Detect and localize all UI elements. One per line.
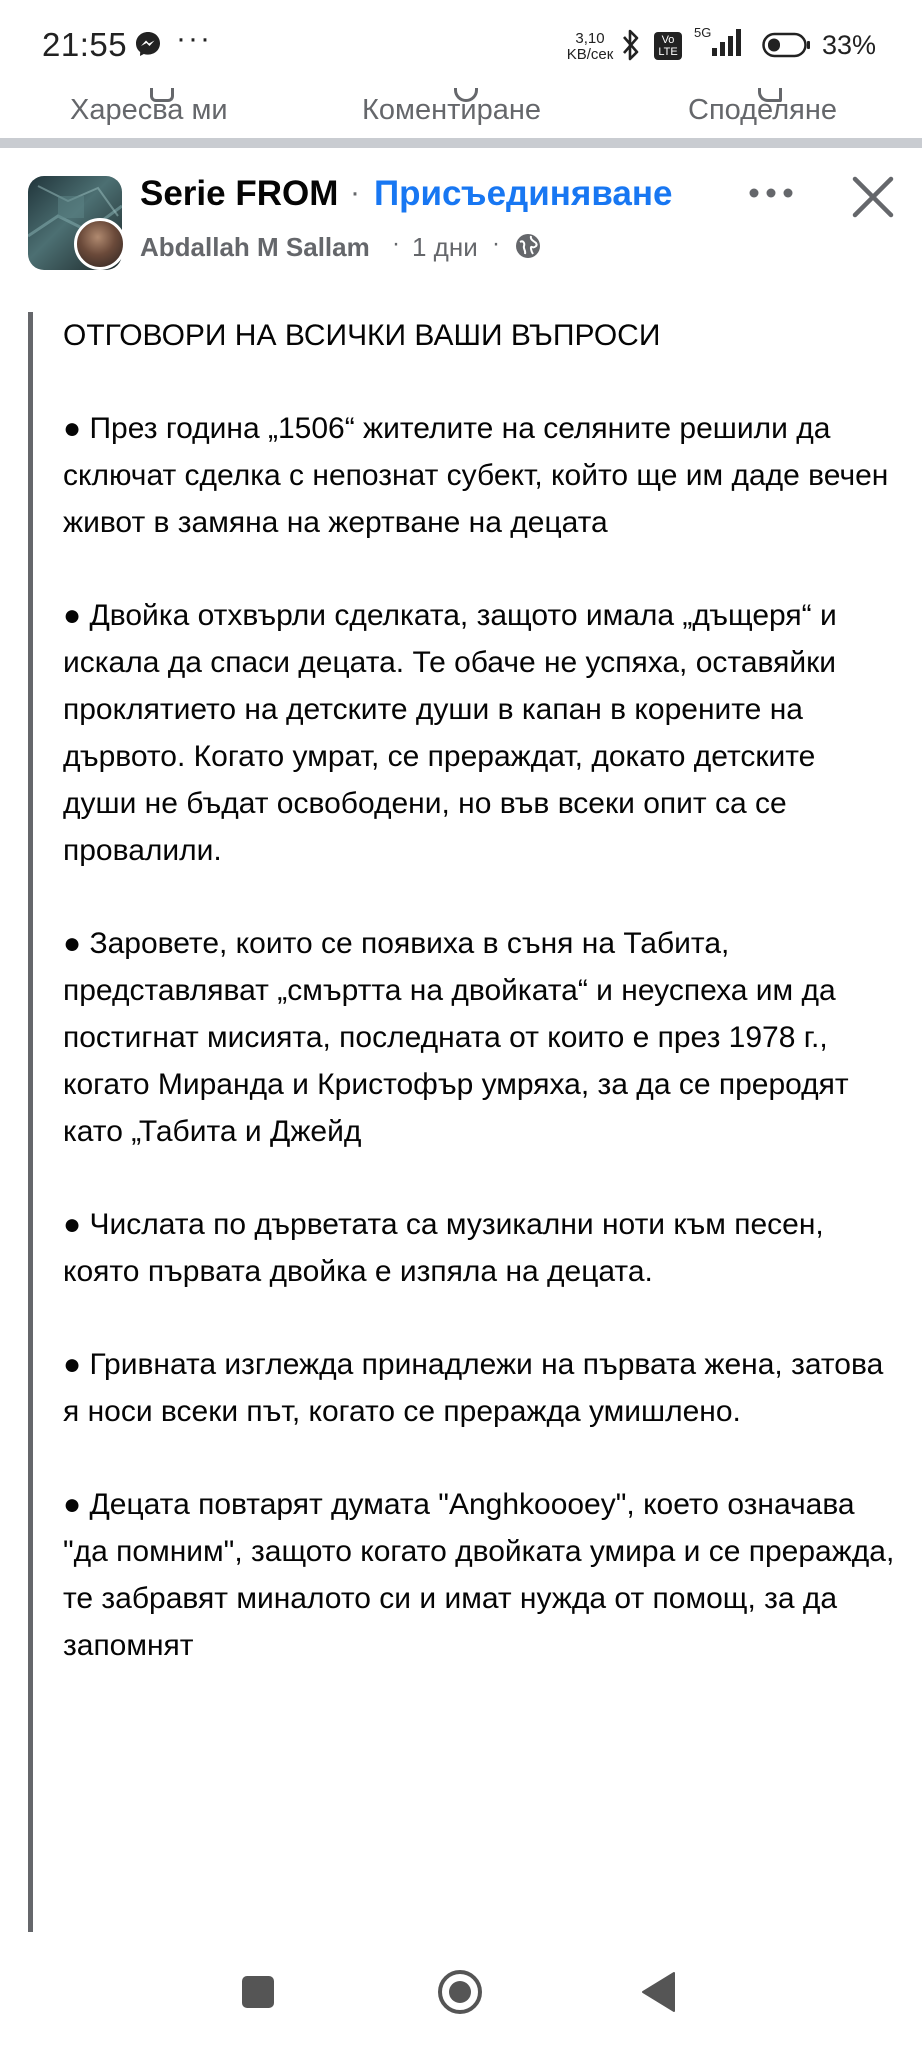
battery-icon (762, 32, 812, 58)
system-navigation-bar (0, 1940, 922, 2048)
battery-percentage: 33% (822, 30, 877, 60)
bluetooth-icon (620, 28, 642, 62)
group-name-link[interactable]: Serie FROM (140, 174, 339, 213)
share-icon (758, 88, 782, 102)
comment-label: Коментиране (362, 94, 541, 126)
messenger-icon (134, 30, 162, 58)
globe-icon (514, 232, 542, 260)
post-paragraph: ● Заровете, които се появиха в съня на Табита, представляват „смъртта на двойката“ и неуспеха им да постигнат мисията, последната от които е през 1978 г., когато Миранда и Кристофър умряха, за да се преродят като „Табита и Джейд (63, 927, 849, 1148)
like-button[interactable] (70, 94, 228, 127)
post-paragraph: ● Гривната изглежда принадлежи на първата жена, затова я носи всеки път, когато се преражда умишлено. (63, 1348, 884, 1428)
share-label: Споделяне (688, 94, 837, 126)
post-timestamp[interactable]: 1 дни (412, 232, 478, 262)
recent-apps-button[interactable] (242, 1976, 274, 2008)
network-speed (562, 31, 618, 63)
post-header (0, 148, 922, 288)
like-label: Харесва ми (70, 94, 228, 126)
post-paragraph: ● Двойка отхвърли сделката, защото имала „дъщеря“ и искала да спаси децата. Те обаче не успяха, оставяйки проклятието на детските души в капан в корените на дървото. Когато умрат, се прераждат, докато детските души не бъдат освободени, но във всеки опит са се провалили. (63, 599, 837, 867)
more-options-icon[interactable] (746, 178, 796, 208)
network-speed-value: 3,10 (575, 30, 605, 47)
meta-separator: · (392, 230, 400, 257)
like-icon (150, 88, 174, 102)
status-time: 21:55 (42, 26, 128, 63)
post-body (28, 312, 896, 1932)
status-bar (0, 0, 922, 80)
more-notifications-icon: ··· (176, 22, 212, 55)
section-divider (0, 138, 922, 148)
post-paragraph: ● Децата повтарят думата "Anghkoooey", което означава "да помним", защото когато двойката умира и се преражда, те забравят миналото си и имат нужда от помощ, за да запомнят (63, 1488, 895, 1662)
comment-button[interactable] (362, 94, 541, 127)
post-paragraph: ● Числата по дърветата са музикални ноти към песен, която първата двойка е изпяла на децата. (63, 1208, 824, 1288)
post-title: ОТГОВОРИ НА ВСИЧКИ ВАШИ ВЪПРОСИ (63, 319, 661, 352)
share-button[interactable] (688, 94, 837, 127)
post-paragraph: ● През година „1506“ жителите на селяните решили да сключат сделка с непознат субект, който ще им даде вечен живот в замяна на жертване на децата (63, 412, 889, 539)
signal-5g-icon (692, 24, 752, 60)
home-button[interactable] (436, 1968, 484, 2016)
volte-icon: Vo LTE (654, 32, 682, 60)
close-icon[interactable] (850, 174, 896, 220)
post-actions-bar (0, 80, 922, 138)
header-separator: · (350, 176, 360, 209)
meta-separator: · (492, 230, 500, 257)
join-group-button[interactable]: Присъединяване (374, 174, 673, 213)
author-avatar[interactable] (74, 218, 126, 270)
network-speed-unit: KB/сек (566, 46, 614, 63)
back-button[interactable] (640, 1970, 676, 2014)
author-name-link[interactable]: Abdallah M Sallam (140, 232, 370, 262)
network-type-label: 5G (694, 25, 712, 40)
